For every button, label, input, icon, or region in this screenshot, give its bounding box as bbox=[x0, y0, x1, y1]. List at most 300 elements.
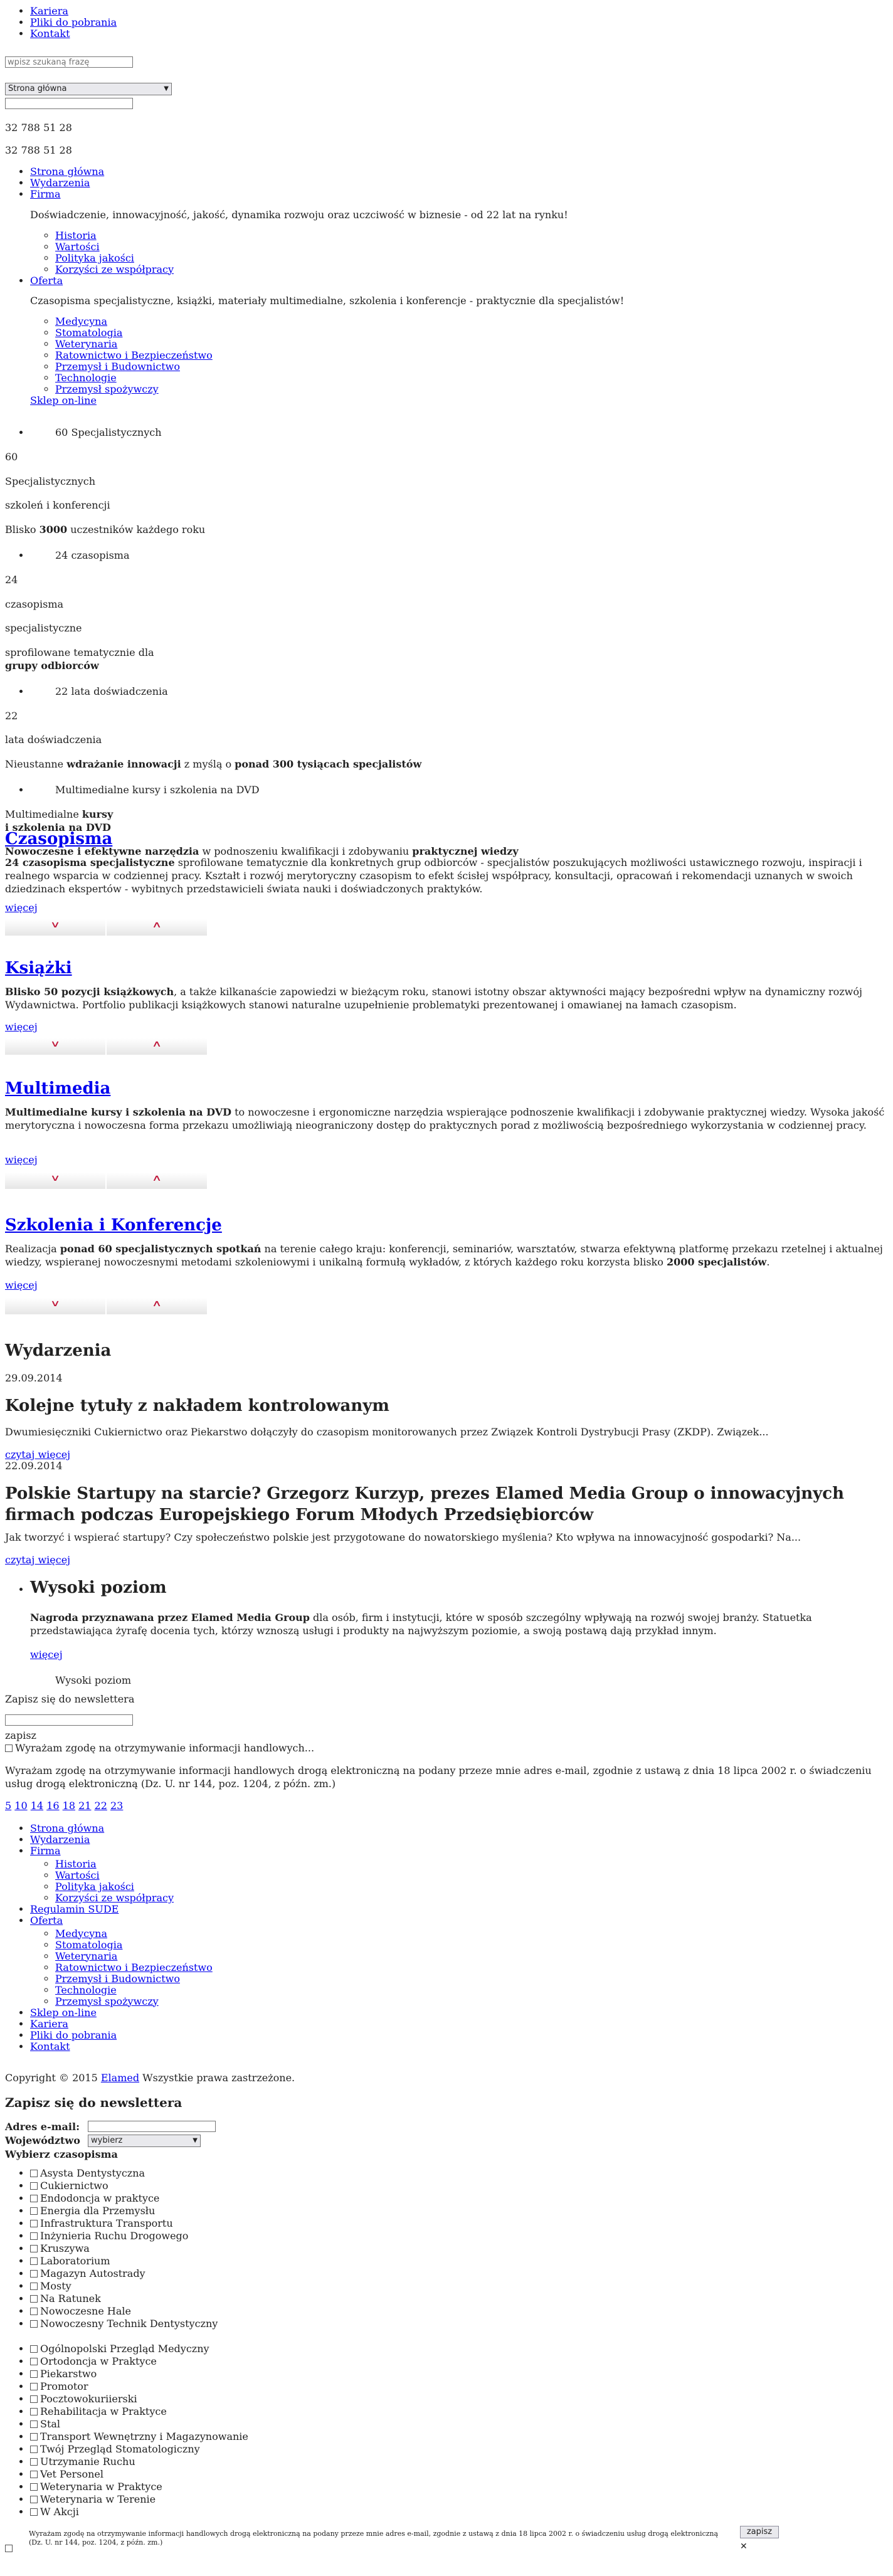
magazine-checkbox[interactable] bbox=[30, 2257, 38, 2265]
chevron-down-icon: ∨ bbox=[50, 1299, 61, 1309]
subnav-item bbox=[55, 1869, 532, 1881]
magazine-option[interactable] bbox=[30, 2267, 469, 2280]
subnav-item bbox=[55, 1961, 532, 1973]
magazine-option-label: Twój Przegląd Stomatologiczny bbox=[40, 2443, 200, 2455]
magazine-option[interactable] bbox=[30, 2355, 469, 2368]
magazine-option-label: Kruszywa bbox=[40, 2242, 90, 2254]
footer-tech-link[interactable]: Technologie bbox=[55, 1983, 117, 1996]
top-link-contact bbox=[30, 28, 281, 39]
phone-number-2: 32 788 51 28 bbox=[5, 144, 72, 156]
magazine-checkbox[interactable] bbox=[30, 2483, 38, 2491]
subnav-item bbox=[55, 338, 845, 349]
chevron-up-icon: ∧ bbox=[151, 920, 162, 930]
stat-desc-text: Blisko bbox=[5, 524, 40, 536]
scroll-up-button[interactable] bbox=[107, 1298, 207, 1314]
scroll-down-button[interactable] bbox=[5, 1038, 105, 1055]
chevron-down-icon: ∨ bbox=[50, 1039, 61, 1049]
blank-input[interactable] bbox=[5, 98, 133, 109]
stat-desc-bold: Nowoczesne i efektywne narzędzia bbox=[5, 845, 199, 858]
scroll-down-button[interactable] bbox=[5, 1298, 105, 1314]
subnav-item bbox=[55, 327, 845, 338]
magazine-option-label: Laboratorium bbox=[40, 2255, 110, 2267]
magazine-option[interactable] bbox=[30, 2255, 469, 2267]
stat-item bbox=[5, 426, 845, 537]
magazine-checkbox[interactable] bbox=[30, 2420, 38, 2428]
scroll-up-button[interactable] bbox=[107, 919, 207, 936]
magazine-option-label: Vet Personel bbox=[40, 2468, 103, 2480]
top-link-files bbox=[30, 16, 281, 28]
company-subnav bbox=[30, 230, 845, 275]
newsletter-consent-short bbox=[5, 1742, 314, 1755]
stat-line: szkoleń i konferencji bbox=[5, 499, 110, 512]
magazine-option-label: Piekarstwo bbox=[40, 2368, 97, 2380]
footer-files-link[interactable]: Pliki do pobrania bbox=[30, 2029, 117, 2041]
magazine-option[interactable] bbox=[30, 2418, 469, 2431]
top-link-career bbox=[30, 5, 281, 16]
magazine-option-label: Energia dla Przemysłu bbox=[40, 2205, 156, 2217]
footer-rescue-link[interactable]: Ratownictwo i Bezpieczeństwo bbox=[55, 1961, 213, 1973]
page-select-value: Strona główna bbox=[8, 84, 67, 93]
pager-link[interactable]: 22 bbox=[94, 1800, 107, 1812]
subnav-item bbox=[55, 315, 845, 327]
magazine-option-label: Ortodoncja w Praktyce bbox=[40, 2355, 157, 2367]
training-title-link[interactable]: Szkolenia i Konferencje bbox=[5, 1216, 222, 1235]
magazine-option[interactable] bbox=[30, 2180, 469, 2192]
footer-offer-subnav bbox=[30, 1928, 532, 2007]
events-heading: Wydarzenia bbox=[5, 1341, 112, 1360]
newsletter-save-button[interactable]: zapisz bbox=[740, 2526, 779, 2538]
stat-label: • 22 lata doświadczenia bbox=[55, 685, 168, 697]
stat-line-text: Multimedialne bbox=[5, 808, 82, 820]
footer-dentistry-link[interactable]: Stomatologia bbox=[55, 1938, 123, 1951]
award-text-bold: Nagroda przyznawana przez Elamed Media Group bbox=[30, 1611, 310, 1623]
magazine-option-label: Weterynaria w Praktyce bbox=[40, 2481, 162, 2493]
newsletter-label: Zapisz się do newslettera bbox=[5, 1693, 135, 1705]
magazine-checkbox[interactable] bbox=[30, 2496, 38, 2503]
stat-desc-bold: praktycznej wiedzy bbox=[412, 845, 519, 858]
magazine-option[interactable] bbox=[30, 2405, 469, 2418]
offer-tagline: Czasopisma specjalistyczne, książki, materiały multimedialne, szkolenia i konferencje - praktycznie dla specjalistów! bbox=[30, 295, 625, 307]
magazine-option-label: Ogólnopolski Przegląd Medyczny bbox=[40, 2343, 209, 2355]
subnav-medicine-link[interactable]: Medycyna bbox=[55, 315, 107, 328]
magazine-option-label: Inżynieria Ruchu Drogowego bbox=[40, 2230, 189, 2242]
files-link[interactable]: Pliki do pobrania bbox=[30, 16, 117, 28]
subnav-item bbox=[55, 1881, 532, 1892]
magazine-option-label: Magazyn Autostrady bbox=[40, 2267, 145, 2279]
footer-nav-item bbox=[30, 2007, 532, 2018]
chevron-up-icon: ∧ bbox=[151, 1173, 162, 1183]
stat-desc bbox=[5, 758, 845, 771]
training-text-bold: ponad 60 specjalistycznych spotkań bbox=[60, 1243, 262, 1255]
footer-nav-item bbox=[30, 1903, 532, 1914]
read-more-link[interactable]: czytaj więcej bbox=[5, 1449, 71, 1460]
subnav-veterinary-link[interactable]: Weterynaria bbox=[55, 338, 118, 351]
company-tagline: Doświadczenie, innowacyjność, jakość, dynamika rozwoju oraz uczciwość w biznesie - od 22 lat na rynku! bbox=[30, 208, 568, 221]
magazines-text bbox=[5, 857, 890, 895]
magazine-option[interactable] bbox=[30, 2343, 469, 2355]
magazine-option-label: Weterynaria w Terenie bbox=[40, 2493, 156, 2505]
magazine-option[interactable] bbox=[30, 2167, 469, 2180]
nav-events-link[interactable]: Wydarzenia bbox=[30, 177, 90, 189]
stat-desc bbox=[5, 647, 845, 673]
event-excerpt: Dwumiesięczniki Cukiernictwo oraz Piekarstwo dołączyły do czasopism monitorowanych przez Związek Kontroli Dystrybucji Prasy (ZKDP). Związek... bbox=[5, 1426, 769, 1438]
magazine-option[interactable] bbox=[30, 2293, 469, 2305]
magazine-checklist-1 bbox=[5, 2167, 469, 2330]
close-icon[interactable]: ✕ bbox=[740, 2542, 748, 2552]
footer-nav-item bbox=[30, 2040, 532, 2052]
event-title: Kolejne tytuły z nakładem kontrolowanym bbox=[5, 1396, 389, 1415]
footer-contact-link[interactable]: Kontakt bbox=[30, 2040, 70, 2052]
magazines-select-label: Wybierz czasopisma bbox=[5, 2148, 118, 2160]
award-list bbox=[5, 1578, 890, 1687]
training-text-bold: 2000 specjalistów bbox=[666, 1255, 767, 1268]
magazine-option-label: Mosty bbox=[40, 2280, 71, 2292]
final-consent-text: Wyrażam zgodę na otrzymywanie informacji handlowych drogą elektroniczną na podany przeze mnie adres e-mail, zgodnie z ustawą z dnia 18 lipca 2002 r. o świadczeniu usług drogą elektroniczną (Dz. U. nr 144, poz. 1204, z późn. zm.) bbox=[29, 2530, 719, 2547]
offer-subnav bbox=[30, 315, 845, 394]
magazine-checkbox[interactable] bbox=[30, 2232, 38, 2240]
books-title bbox=[5, 958, 72, 979]
nav-home-link[interactable]: Strona główna bbox=[30, 166, 105, 177]
magazines-more-link[interactable]: więcej bbox=[5, 902, 38, 914]
multimedia-text-body: to nowoczesne i ergonomiczne narzędzia wspierające podnoszenie kwalifikacji i zdobywanie praktycznej wiedzy. Wysoka jakość merytoryczna i nowoczesna forma przekazu umożliwiają nieograniczony dostęp do praktycznych porad z możliwością bezpośredniego wykorzystania w codziennej pracy. bbox=[5, 1106, 885, 1131]
stat-line bbox=[5, 808, 845, 835]
chevron-up-icon: ∧ bbox=[151, 1039, 162, 1049]
career-link[interactable]: Kariera bbox=[30, 5, 68, 17]
footer-quality-link[interactable]: Polityka jakości bbox=[55, 1880, 134, 1892]
subnav-benefits-link[interactable]: Korzyści ze współpracy bbox=[55, 263, 174, 275]
pager-link[interactable]: 21 bbox=[78, 1800, 92, 1812]
footer-veterinary-link[interactable]: Weterynaria bbox=[55, 1950, 118, 1962]
pager-link[interactable]: 18 bbox=[62, 1800, 75, 1812]
nav-item-offer bbox=[30, 275, 845, 408]
stat-item bbox=[5, 685, 845, 771]
stat-label: • Multimedialne kursy i szkolenia na DVD bbox=[55, 783, 260, 796]
training-text-body: na terenie całego kraju: konferencji, seminariów, warsztatów, stwarza efektywną platformę przekazu rzetelnej i aktualnej wiedzy, wspieranej nowoczesnymi metodami szkoleniowymi i unikalną formułą wykładów, z których każdego roku korzysta blisko bbox=[5, 1243, 883, 1268]
magazines-text-bold: 24 czasopisma specjalistyczne bbox=[5, 857, 175, 868]
magazines-text-body: sprofilowane tematycznie dla konkretnych grup odbiorców - specjalistów poszukujących możliwości ustawicznego rozwoju, inspiracji i realnego wsparcia w codziennej pracy. Kształt i rozwój merytoryczny czasopism to efekt ścisłej współpracy, konsultacji, opracowań i rekomendacji uznanych w swoich dziedzinach ekspertów - wybitnych przedstawicieli świata nauki i doświadczonych praktyków. bbox=[5, 857, 862, 895]
award-title: • Wysoki poziom bbox=[30, 1578, 167, 1597]
magazine-option-label: Infrastruktura Transportu bbox=[40, 2217, 173, 2229]
subnav-item bbox=[55, 1928, 532, 1939]
magazine-option[interactable] bbox=[30, 2280, 469, 2293]
magazine-checkbox[interactable] bbox=[30, 2458, 38, 2466]
stats-list bbox=[5, 426, 845, 858]
magazine-option[interactable] bbox=[30, 2493, 469, 2506]
nav-company-link[interactable]: Firma bbox=[30, 188, 61, 200]
newsletter-email-input[interactable] bbox=[5, 1714, 133, 1726]
subnav-item bbox=[55, 230, 845, 241]
newsletter-save-link[interactable]: zapisz bbox=[5, 1729, 36, 1741]
magazine-option-label: Na Ratunek bbox=[40, 2293, 101, 2304]
footer-nav-item bbox=[30, 2029, 532, 2040]
footer-offer-link[interactable]: Oferta bbox=[30, 1914, 63, 1926]
subnav-item bbox=[55, 383, 845, 394]
magazine-checkbox[interactable] bbox=[30, 2170, 38, 2177]
multimedia-text bbox=[5, 1106, 890, 1132]
phone-number: 32 788 51 28 bbox=[5, 122, 72, 134]
scroll-up-button[interactable] bbox=[107, 1038, 207, 1055]
nav-item-home bbox=[30, 166, 845, 177]
magazine-checkbox[interactable] bbox=[30, 2182, 38, 2190]
email-label: Adres e-mail: bbox=[5, 2121, 80, 2133]
magazine-checkbox[interactable] bbox=[30, 2320, 38, 2328]
books-title-link[interactable]: Książki bbox=[5, 959, 72, 978]
multimedia-title bbox=[5, 1079, 110, 1100]
region-label: Województwo bbox=[5, 2135, 80, 2146]
final-consent-checkbox[interactable] bbox=[5, 2545, 13, 2552]
magazine-checkbox[interactable] bbox=[30, 2207, 38, 2215]
stat-number: 24 bbox=[5, 573, 18, 586]
footer-home-link[interactable]: Strona główna bbox=[30, 1822, 105, 1834]
magazine-checkbox[interactable] bbox=[30, 2408, 38, 2415]
magazine-checkbox[interactable] bbox=[30, 2195, 38, 2202]
stat-desc bbox=[5, 524, 845, 537]
copyright-link[interactable]: Elamed bbox=[100, 2072, 140, 2084]
magazine-checkbox[interactable] bbox=[30, 2395, 38, 2403]
magazine-option-label: W Akcji bbox=[40, 2506, 79, 2518]
stat-line: Specjalistycznych bbox=[5, 475, 96, 487]
subnav-item bbox=[55, 349, 845, 361]
stat-line: czasopisma bbox=[5, 598, 64, 610]
top-links bbox=[5, 5, 281, 39]
event-date: 29.09.2014 bbox=[5, 1372, 63, 1384]
magazine-option[interactable] bbox=[30, 2468, 469, 2481]
magazine-option-label: Stal bbox=[40, 2418, 61, 2430]
magazine-checkbox[interactable] bbox=[30, 2345, 38, 2353]
magazine-option[interactable] bbox=[30, 2481, 469, 2493]
footer-food-link[interactable]: Przemysł spożywczy bbox=[55, 1995, 159, 2007]
stat-desc-text: uczestników każdego roku bbox=[67, 524, 206, 536]
footer-industry-link[interactable]: Przemysł i Budownictwo bbox=[55, 1972, 180, 1985]
region-select-value: wybierz bbox=[91, 2136, 123, 2145]
multimedia-title-link[interactable]: Multimedia bbox=[5, 1079, 111, 1098]
subnav-item bbox=[55, 361, 845, 372]
stat-line: specjalistyczne bbox=[5, 622, 82, 635]
magazine-option[interactable] bbox=[30, 2318, 469, 2330]
books-text bbox=[5, 986, 890, 1012]
magazine-checkbox[interactable] bbox=[30, 2358, 38, 2365]
training-more-link[interactable]: więcej bbox=[5, 1279, 38, 1291]
magazine-option-label: Promotor bbox=[40, 2380, 88, 2392]
footer-medicine-link[interactable]: Medycyna bbox=[55, 1927, 107, 1940]
pager-link[interactable]: 14 bbox=[30, 1800, 44, 1812]
subnav-item bbox=[55, 1892, 532, 1903]
footer-nav-item bbox=[30, 2018, 532, 2029]
magazine-option-label: Cukiernictwo bbox=[40, 2180, 108, 2192]
subnav-values-link[interactable]: Wartości bbox=[55, 240, 100, 253]
pager-link[interactable]: 16 bbox=[46, 1800, 60, 1812]
magazine-option[interactable] bbox=[30, 2506, 469, 2518]
subnav-item bbox=[55, 1984, 532, 1995]
stat-desc-bold: wdrażanie innowacji bbox=[66, 758, 181, 771]
books-text-bold: Blisko 50 pozycji książkowych bbox=[5, 986, 174, 998]
copyright-text: Copyright © 2015 bbox=[5, 2072, 101, 2084]
magazine-option-label: Nowoczesny Technik Dentystyczny bbox=[40, 2318, 218, 2330]
pager-link[interactable]: 5 bbox=[5, 1800, 12, 1812]
books-text-body: , a także kilkanaście zapowiedzi w bieżącym roku, stanowi istotny obszar aktywności mający bezpośredni wpływ na dynamiczny rozwój Wydawnictwa. Portfolio publikacji książkowych stanowi naturalne uzupełnienie problematyki prezentowanej i omawianej na łamach czasopism. bbox=[5, 986, 862, 1011]
pager-link[interactable]: 23 bbox=[110, 1800, 124, 1812]
stat-number: 22 bbox=[5, 709, 18, 722]
award-item bbox=[30, 1578, 890, 1687]
magazine-option[interactable] bbox=[30, 2368, 469, 2380]
magazine-checkbox[interactable] bbox=[30, 2433, 38, 2441]
region-select[interactable] bbox=[88, 2135, 201, 2147]
nav-offer-link[interactable]: Oferta bbox=[30, 274, 63, 287]
training-text-body: . bbox=[766, 1255, 770, 1268]
stat-desc-text: Nieustanne bbox=[5, 758, 67, 771]
pager-link[interactable]: 10 bbox=[14, 1800, 28, 1812]
footer-history-link[interactable]: Historia bbox=[55, 1857, 97, 1870]
page-select[interactable] bbox=[5, 83, 172, 95]
magazine-option[interactable] bbox=[30, 2205, 469, 2217]
chevron-down-icon: ∨ bbox=[50, 920, 61, 930]
chevron-down-icon: ▼ bbox=[164, 85, 169, 92]
stat-item bbox=[5, 549, 845, 673]
stat-item bbox=[5, 783, 845, 858]
consent-checkbox[interactable] bbox=[5, 1745, 13, 1752]
magazine-checkbox[interactable] bbox=[30, 2446, 38, 2453]
footer-benefits-link[interactable]: Korzyści ze współpracy bbox=[55, 1891, 174, 1904]
main-nav bbox=[5, 166, 845, 408]
award-text bbox=[30, 1612, 890, 1638]
chevron-down-icon: ∨ bbox=[50, 1173, 61, 1183]
footer-company-subnav bbox=[30, 1858, 532, 1903]
subnav-item bbox=[55, 252, 845, 263]
subnav-industry-link[interactable]: Przemysł i Budownictwo bbox=[55, 361, 180, 373]
magazine-option[interactable] bbox=[30, 2217, 469, 2230]
magazine-checkbox[interactable] bbox=[30, 2383, 38, 2390]
books-more-link[interactable]: więcej bbox=[5, 1021, 38, 1033]
footer-values-link[interactable]: Wartości bbox=[55, 1869, 100, 1881]
chevron-up-icon: ∧ bbox=[151, 1299, 162, 1309]
footer-nav-item bbox=[30, 1845, 532, 1903]
stat-desc-bold: ponad 300 tysiącach specjalistów bbox=[235, 758, 422, 771]
stat-label: • 24 czasopisma bbox=[55, 549, 130, 561]
subnav-quality-link[interactable]: Polityka jakości bbox=[55, 251, 134, 264]
scroll-up-button[interactable] bbox=[107, 1173, 207, 1189]
read-more-link[interactable]: czytaj więcej bbox=[5, 1554, 71, 1566]
stat-desc-text: sprofilowane tematycznie dla bbox=[5, 647, 154, 659]
footer-nav-item bbox=[30, 1914, 532, 2007]
scroll-down-button[interactable] bbox=[5, 919, 105, 936]
copyright-text: Wszystkie prawa zastrzeżone. bbox=[139, 2072, 295, 2084]
subnav-food-link[interactable]: Przemysł spożywczy bbox=[55, 383, 159, 396]
contact-link[interactable]: Kontakt bbox=[30, 28, 70, 40]
magazine-option-label: Rehabilitacja w Praktyce bbox=[40, 2405, 167, 2417]
subnav-item bbox=[55, 1950, 532, 1961]
magazine-option[interactable] bbox=[30, 2230, 469, 2242]
magazine-checkbox[interactable] bbox=[30, 2370, 38, 2378]
multimedia-more-link[interactable]: więcej bbox=[5, 1154, 38, 1166]
magazine-checkbox[interactable] bbox=[30, 2295, 38, 2303]
training-text-body: Realizacja bbox=[5, 1243, 60, 1255]
stat-line-bold: i szkolenia na DVD bbox=[5, 821, 111, 833]
email-input[interactable] bbox=[88, 2121, 216, 2132]
copyright bbox=[5, 2072, 295, 2085]
stat-desc-text: w podnoszeniu kwalifikacji i zdobywaniu bbox=[199, 845, 413, 858]
magazine-option[interactable] bbox=[30, 2456, 469, 2468]
magazine-checkbox[interactable] bbox=[30, 2245, 38, 2252]
magazine-option[interactable] bbox=[30, 2443, 469, 2456]
footer-nav bbox=[5, 1822, 532, 2052]
footer-events-link[interactable]: Wydarzenia bbox=[30, 1834, 90, 1845]
footer-nav-item bbox=[30, 1834, 532, 1845]
footer-rules-link[interactable]: Regulamin SUDE bbox=[30, 1903, 119, 1915]
magazine-option[interactable] bbox=[30, 2393, 469, 2405]
nav-shop-link[interactable]: Sklep on-line bbox=[30, 394, 97, 407]
footer-shop-link[interactable]: Sklep on-line bbox=[30, 2006, 97, 2019]
stat-label: • 60 Specjalistycznych bbox=[55, 426, 162, 438]
subnav-item bbox=[55, 1939, 532, 1950]
magazines-title-link[interactable]: Czasopisma bbox=[5, 830, 113, 848]
nav-item-company bbox=[30, 188, 845, 275]
magazine-option[interactable] bbox=[30, 2431, 469, 2443]
magazine-checkbox[interactable] bbox=[30, 2471, 38, 2478]
magazine-option[interactable] bbox=[30, 2305, 469, 2318]
stat-desc-text: z myślą o bbox=[181, 758, 235, 771]
magazine-option-label: Pocztowokuriierski bbox=[40, 2393, 137, 2405]
subnav-dentistry-link[interactable]: Stomatologia bbox=[55, 327, 123, 339]
magazine-option[interactable] bbox=[30, 2380, 469, 2393]
final-consent-checkbox-wrap bbox=[5, 2523, 15, 2555]
newsletter-consent-full: Wyrażam zgodę na otrzymywanie informacji handlowych drogą elektroniczną na podany przeze mnie adres e-mail, zgodnie z ustawą z dnia 18 lipca 2002 r. o świadczeniu usług drogą elektroniczną (Dz. U. nr 144, poz. 1204, z późn. zm.) bbox=[5, 1765, 872, 1790]
subnav-tech-link[interactable]: Technologie bbox=[55, 372, 117, 384]
magazine-checkbox[interactable] bbox=[30, 2220, 38, 2227]
stat-line-bold: kursy bbox=[82, 808, 114, 820]
subnav-history-link[interactable]: Historia bbox=[55, 229, 97, 241]
footer-career-link[interactable]: Kariera bbox=[30, 2017, 68, 2030]
search-input[interactable] bbox=[5, 56, 133, 68]
magazine-checkbox[interactable] bbox=[30, 2508, 38, 2516]
magazine-checklist-2 bbox=[5, 2343, 469, 2518]
magazine-option-label: Asysta Dentystyczna bbox=[40, 2167, 145, 2179]
magazine-option[interactable] bbox=[30, 2192, 469, 2205]
pager bbox=[5, 1800, 123, 1813]
magazine-option[interactable] bbox=[30, 2242, 469, 2255]
subnav-item bbox=[55, 1995, 532, 2007]
subnav-item bbox=[55, 1973, 532, 1984]
stat-number: 60 bbox=[5, 450, 18, 463]
award-caption: Wysoki poziom bbox=[55, 1674, 132, 1687]
event-date: 22.09.2014 bbox=[5, 1460, 63, 1472]
magazine-checkbox[interactable] bbox=[30, 2270, 38, 2278]
nav-item-events bbox=[30, 177, 845, 188]
magazine-checkbox[interactable] bbox=[30, 2308, 38, 2315]
training-title bbox=[5, 1215, 222, 1237]
magazine-option-label: Transport Wewnętrzny i Magazynowanie bbox=[40, 2431, 248, 2442]
event-title: Polskie Startupy na starcie? Grzegorz Kurzyp, prezes Elamed Media Group o innowacyjnych firmach podczas Europejskiego Forum Młodych Przedsiębiorców bbox=[5, 1484, 844, 1524]
scroll-down-button[interactable] bbox=[5, 1173, 105, 1189]
magazine-option-label: Nowoczesne Hale bbox=[40, 2305, 131, 2317]
consent-short-text: Wyrażam zgodę na otrzymywanie informacji handlowych... bbox=[15, 1742, 315, 1754]
stat-line: lata doświadczenia bbox=[5, 734, 102, 746]
multimedia-text-bold: Multimedialne kursy i szkolenia na DVD bbox=[5, 1106, 231, 1118]
award-more-link[interactable]: więcej bbox=[30, 1649, 63, 1661]
events-section bbox=[5, 1341, 111, 1362]
subnav-item bbox=[55, 241, 845, 252]
subnav-rescue-link[interactable]: Ratownictwo i Bezpieczeństwo bbox=[55, 349, 213, 362]
subnav-item bbox=[55, 263, 845, 275]
award-text-body: dla osób, firm i instytucji, które w sposób szczególny wpływają na rozwój swojej branży. Statuetka przedstawiająca żyrafę docenia tych, którzy wznoszą usługi i produkty na najwyższym poziomie, a swoją postawą dają przykład innym. bbox=[30, 1611, 812, 1637]
magazine-checkbox[interactable] bbox=[30, 2283, 38, 2290]
newsletter-heading: Zapisz się do newslettera bbox=[5, 2095, 182, 2110]
training-text bbox=[5, 1243, 890, 1269]
magazines-title bbox=[5, 829, 112, 850]
magazine-option-label: Utrzymanie Ruchu bbox=[40, 2456, 135, 2468]
footer-nav-item bbox=[30, 1822, 532, 1834]
footer-company-link[interactable]: Firma bbox=[30, 1845, 61, 1857]
subnav-item bbox=[55, 1858, 532, 1869]
